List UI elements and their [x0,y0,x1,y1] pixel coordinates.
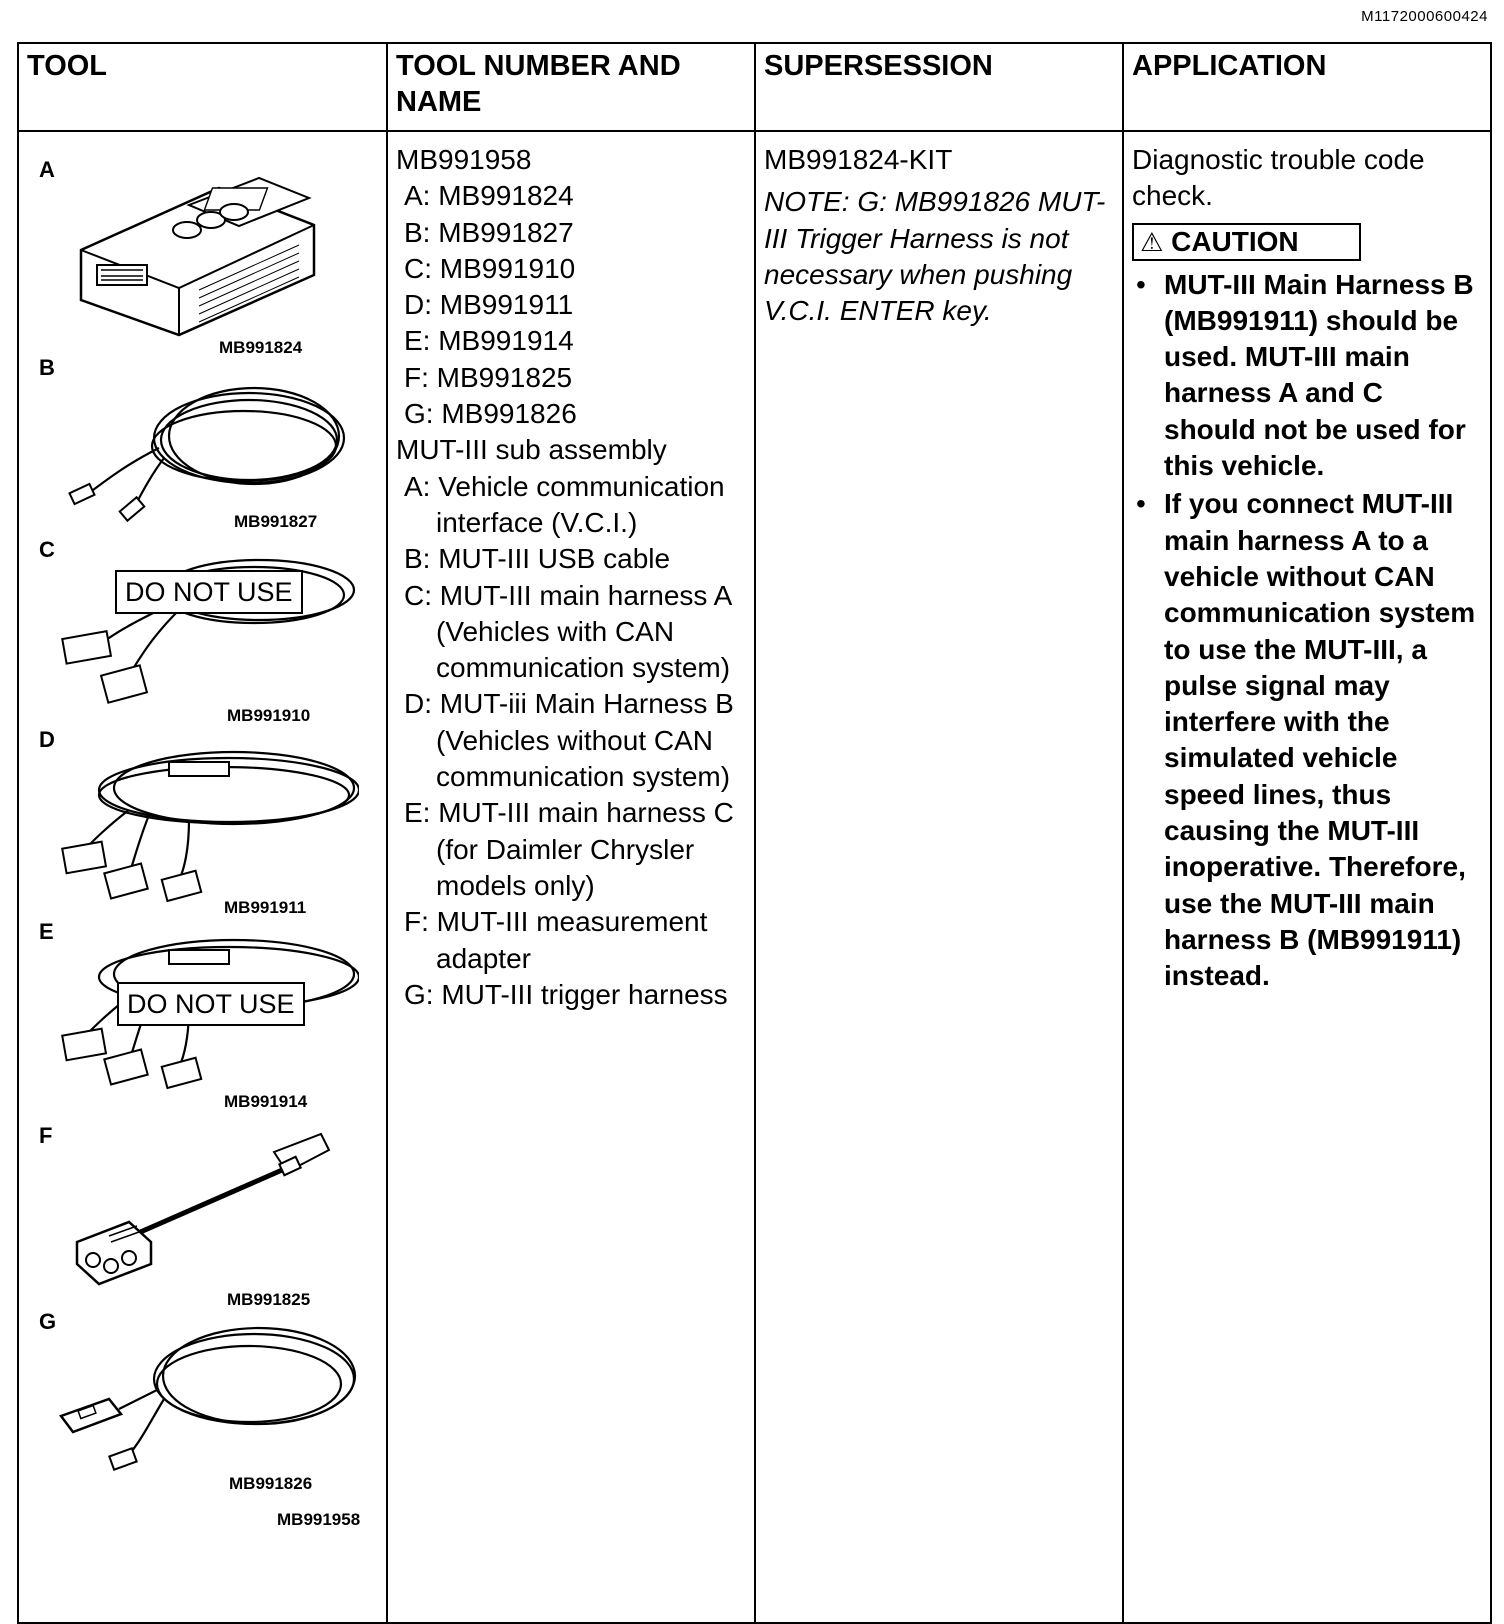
caution-label-box [1132,223,1361,261]
tool-cell [18,131,387,1623]
sub-assembly-title: MUT-III sub assembly [396,434,667,466]
tool-letter: B [39,355,55,380]
tool-part-number: MB991824 [219,338,303,357]
do-not-use-stamp: DO NOT USE [117,982,305,1026]
warning-triangle-icon: ⚠ [1140,226,1164,257]
vci-unit-illustration [69,170,329,340]
component-code: D: MB991911 [404,289,574,321]
component-code: A: MB991824 [404,180,574,212]
caution-label: CAUTION [1171,225,1299,257]
header-supersession: SUPERSESSION [755,43,1123,131]
measurement-adapter-illustration [59,1132,339,1292]
tool-letter: E [39,919,54,944]
sub-assembly-item: A: Vehicle communication interface (V.C.I.) [404,470,725,538]
sub-assembly-item: D: MUT-iii Main Harness B (Vehicles without CAN communication system) [404,688,734,793]
do-not-use-stamp: DO NOT USE [115,570,303,614]
caution-item: • If you connect MUT-III main harness A to a vehicle without CAN communication system to use the MUT-III, a pulse signal may interfere with the simulated vehicle speed lines, thus causing the MUT-III inoperative. Therefore, use the MUT-III main harness B (MB991911) instead. [1132,486,1482,994]
application-content [1124,132,1490,995]
tool-number-name-cell [387,131,755,1623]
caution-list [1132,267,1482,995]
supersession-note: NOTE: G: MB991826 MUT-III Trigger Harness is not necessary when pushing V.C.I. ENTER key. [764,186,1106,327]
component-code: B: MB991827 [404,216,574,248]
tool-part-number: MB991827 [234,512,318,531]
caution-item: • MUT-III Main Harness B (MB991911) should be used. MUT-III main harness A and C should not be used for this vehicle. [1132,267,1482,485]
tool-letter: D [39,727,55,752]
sub-assembly-item: G: MUT-III trigger harness [404,978,728,1010]
component-code: F: MB991825 [404,361,573,393]
supersession-cell [755,131,1123,1623]
tool-part-number: MB991914 [224,1092,308,1111]
document-id: M1172000600424 [1361,8,1488,25]
application-intro: Diagnostic trouble code check. [1132,144,1425,212]
supersession-content [756,132,1122,329]
sub-assembly-item: B: MUT-III USB cable [404,543,671,575]
tool-part-number: MB991825 [227,1290,311,1309]
sub-assembly-item: F: MUT-III measurement adapter [404,906,708,974]
tool-letter: C [39,537,55,562]
tool-letter: A [39,157,55,182]
tool-part-number: MB991911 [224,898,307,917]
tool-letter: G [39,1309,57,1334]
header-tool-number-and-name: TOOL NUMBER AND NAME [387,43,755,131]
component-code: C: MB991910 [404,252,576,284]
harness-b-illustration [39,740,359,910]
trigger-harness-illustration [39,1324,359,1484]
supersession-kit: MB991824-KIT [764,144,953,175]
tool-part-number: MB991910 [227,706,311,725]
header-row [18,43,1491,131]
sub-assembly-item: C: MUT-III main harness A (Vehicles with CAN communication system) [404,579,731,684]
special-tool-table [17,42,1492,1624]
tool-letter: F [39,1123,53,1148]
component-code: G: MB991826 [404,398,577,430]
header-tool: TOOL [18,43,387,131]
tool-row [18,131,1491,1623]
tool-illustrations [19,132,386,1622]
component-code: E: MB991914 [404,325,574,357]
application-cell [1123,131,1491,1623]
kit-part-number: MB991958 [277,1510,361,1529]
sub-assembly-item: E: MUT-III main harness C (for Daimler Chrysler models only) [404,797,734,901]
header-application: APPLICATION [1123,43,1491,131]
tool-part-number: MB991826 [229,1474,313,1493]
tool-number-name-list [388,132,754,1013]
kit-number: MB991958 [396,144,532,175]
